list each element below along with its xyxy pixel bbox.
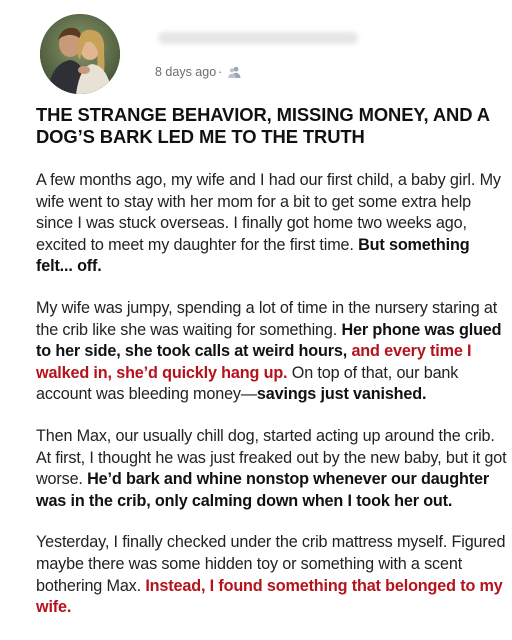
friends-icon[interactable] bbox=[227, 65, 241, 79]
body-text: Yesterday, I finally checked under the crib mattress myself. Figured maybe there was some hidden toy or something with a scent bothering Max. bbox=[36, 533, 506, 595]
timestamp[interactable]: 8 days ago bbox=[155, 65, 217, 79]
bold-text: But something felt... off. bbox=[36, 235, 470, 276]
body-text: Then Max, our usually chill dog, started acting up around the crib. At first, I thought he was just freaked out by the new baby, but it got worse. bbox=[36, 426, 507, 489]
post-meta bbox=[155, 65, 241, 79]
post-header bbox=[40, 14, 500, 94]
post-headline: THE STRANGE BEHAVIOR, MISSING MONEY, AND A DOG’S BARK LED ME TO THE TRUTH bbox=[36, 104, 490, 147]
story-paragraph bbox=[36, 170, 508, 278]
body-text: A few months ago, my wife and I had our first child, a baby girl. My wife went to stay with her mom for a bit to get some extra help since I was stuck overseas. I finally got home two weeks ago, excited to meet my daughter for the first time. bbox=[36, 171, 501, 254]
post-body bbox=[36, 170, 508, 639]
couple-photo-icon bbox=[40, 14, 120, 94]
story-paragraph bbox=[36, 532, 508, 618]
highlight-text: Instead, I found something that belonged to my wife. bbox=[36, 576, 503, 617]
story-paragraph bbox=[36, 426, 508, 512]
meta-separator: · bbox=[218, 65, 223, 79]
story-paragraph bbox=[36, 298, 508, 406]
bold-text: savings just vanished. bbox=[256, 385, 427, 404]
highlight-text: and every time I walked in, she’d quickly hang up. bbox=[36, 342, 472, 382]
bold-text: He’d bark and whine nonstop whenever our daughter was in the crib, only calming down when I took her out. bbox=[36, 470, 490, 510]
bold-text: Her phone was glued to her side, she took calls at weird hours, bbox=[36, 320, 502, 361]
avatar[interactable] bbox=[40, 14, 120, 94]
author-name[interactable] bbox=[158, 32, 358, 44]
body-text: On top of that, our bank account was bleeding money— bbox=[36, 363, 459, 404]
body-text: My wife was jumpy, spending a lot of time in the nursery staring at the crib like she was waiting for something. bbox=[36, 298, 498, 339]
